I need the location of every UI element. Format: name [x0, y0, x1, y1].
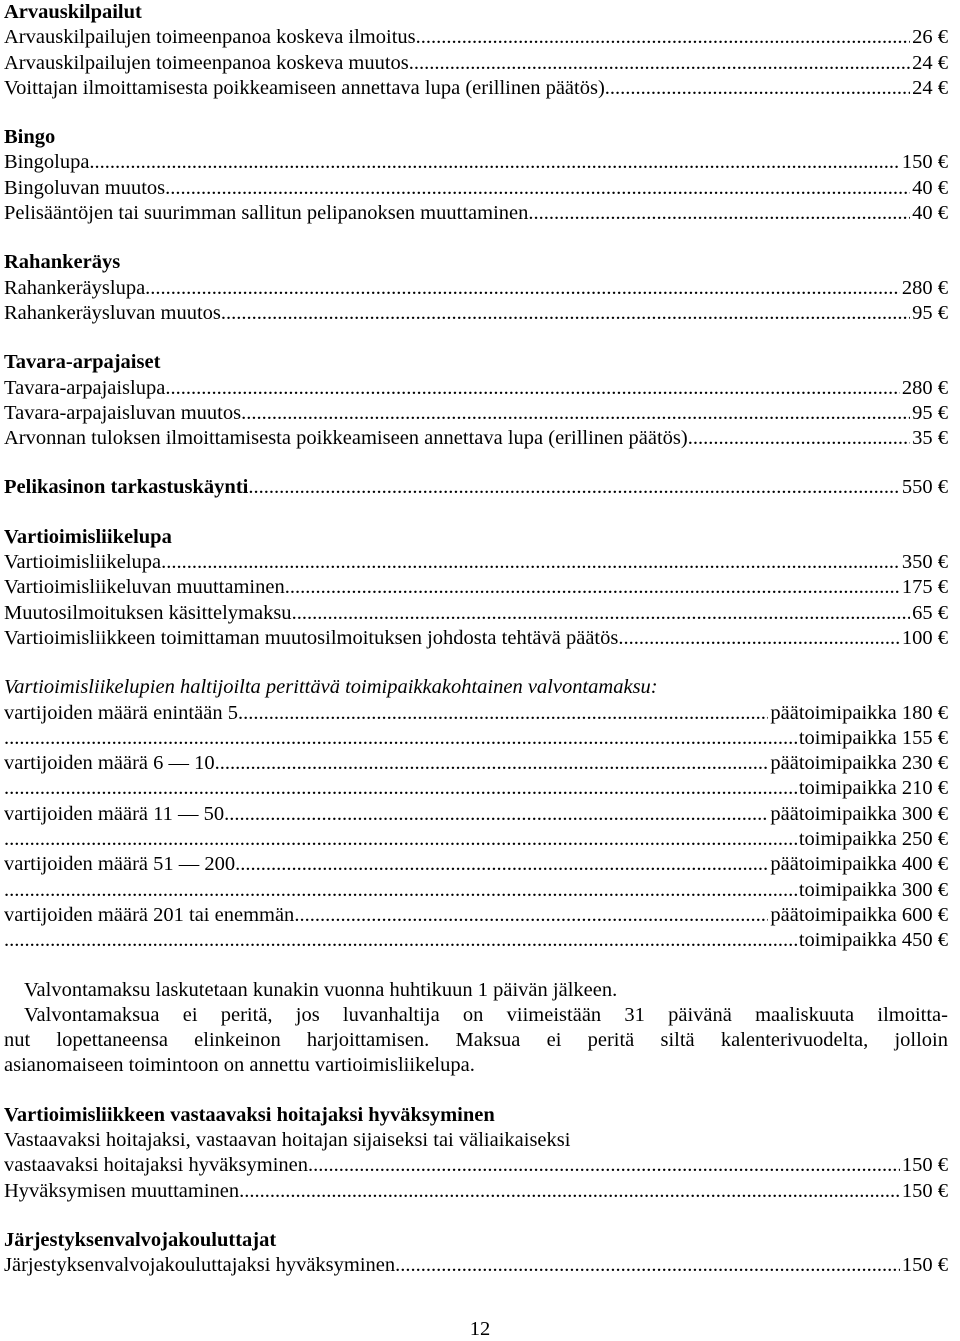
fee-row — [4, 1253, 948, 1278]
paragraph-text: Valvontamaksu laskutetaan kunakin vuonna huhtikuun 1 päivän jälkeen. — [24, 978, 618, 1001]
leader-dots — [248, 475, 900, 500]
fee-row — [4, 276, 948, 301]
fee-row — [4, 76, 948, 101]
fee-row — [4, 852, 948, 877]
fee-value: päätoimipaikka 600 € — [770, 903, 948, 926]
spacer — [4, 226, 948, 250]
fee-label: vartijoiden määrä 11 — 50 — [4, 802, 225, 825]
fee-row — [4, 701, 948, 726]
fee-row — [4, 401, 948, 426]
fee-row — [4, 1153, 948, 1178]
fee-value: toimipaikka 300 € — [798, 878, 948, 901]
fee-value: 350 € — [901, 551, 948, 574]
fee-label: vartijoiden määrä 51 — 200 — [4, 853, 236, 876]
fee-row — [4, 1179, 948, 1204]
fee-value: päätoimipaikka 180 € — [770, 701, 948, 724]
leader-dots — [308, 1153, 900, 1178]
fee-value: 175 € — [901, 576, 948, 599]
leader-dots — [4, 928, 797, 953]
fee-value: 150 € — [901, 151, 948, 174]
leader-dots — [4, 878, 797, 903]
fee-row — [4, 726, 948, 751]
paragraph-laskutus — [4, 978, 948, 1003]
leader-dots — [285, 575, 900, 600]
valvontamaksu-heading: Vartioimisliikelupien haltijoilta perittävä toimipaikkakohtainen valvontamaksu: — [4, 676, 658, 699]
fee-label: Rahankeräyslupa — [4, 276, 146, 299]
fee-label: Arvauskilpailujen toimeenpanoa koskeva ilmoitus — [4, 26, 416, 49]
leader-dots — [221, 301, 910, 326]
paragraph-text: Valvontamaksua ei peritä, jos luvanhaltija on viimeistään 31 päivänä maaliskuuta ilmoitta- — [24, 1003, 948, 1026]
fee-row-pelikasino — [4, 475, 948, 500]
fee-label: Pelisääntöjen tai suurimman sallitun pelipanoksen muuttaminen — [4, 202, 529, 225]
fee-value: päätoimipaikka 300 € — [770, 802, 948, 825]
paragraph-ei-perita-line1 — [4, 1003, 948, 1028]
leader-dots — [618, 626, 900, 651]
fee-row — [4, 150, 948, 175]
fee-value: 26 € — [912, 26, 948, 49]
fee-label: vartijoiden määrä 6 — 10 — [4, 752, 215, 775]
paragraph-ei-perita-line2: nut lopettaneensa elinkeinon harjoittamisen. Maksua ei peritä siltä kalenterivuodelta, jolloin — [4, 1029, 948, 1052]
fee-value: 280 € — [901, 376, 948, 399]
fee-label: Bingoluvan muutos — [4, 176, 166, 199]
fee-label: Järjestyksenvalvojakouluttajaksi hyväksyminen — [4, 1254, 396, 1277]
fee-label: Arvauskilpailujen toimeenpanoa koskeva muutos — [4, 51, 409, 74]
section-heading-arvauskilpailut: Arvauskilpailut — [4, 1, 142, 23]
fee-value: 95 € — [912, 301, 948, 324]
fee-value: 40 € — [912, 176, 948, 199]
fee-value: 24 € — [912, 51, 948, 74]
fee-value: toimipaikka 210 € — [798, 777, 948, 800]
fee-row — [4, 626, 948, 651]
leader-dots — [4, 776, 797, 801]
fee-value: 150 € — [901, 1254, 948, 1277]
spacer — [4, 451, 948, 475]
fee-value: 24 € — [912, 76, 948, 99]
section-heading-vastaava-hoitaja: Vartioimisliikkeen vastaavaksi hoitajaksi hyväksyminen — [4, 1103, 495, 1126]
fee-row — [4, 550, 948, 575]
section-heading-vartioimisliikelupa: Vartioimisliikelupa — [4, 525, 172, 548]
vastaava-intro: Vastaavaksi hoitajaksi, vastaavan hoitajan sijaiseksi tai väliaikaiseksi — [4, 1128, 571, 1151]
fee-label: Pelikasinon tarkastuskäynti — [4, 476, 249, 499]
fee-row — [4, 776, 948, 801]
leader-dots — [4, 726, 797, 751]
fee-value: päätoimipaikka 230 € — [770, 752, 948, 775]
fee-label: Bingolupa — [4, 151, 90, 174]
fee-value: 280 € — [901, 276, 948, 299]
fee-value: toimipaikka 450 € — [798, 929, 948, 952]
fee-value: 100 € — [901, 626, 948, 649]
fee-row — [4, 827, 948, 852]
fee-row — [4, 751, 948, 776]
paragraph-ei-perita-line3: asianomaiseen toimintoon on annettu vartioimisliikelupa. — [4, 1054, 475, 1077]
leader-dots — [161, 550, 900, 575]
leader-dots — [409, 51, 910, 76]
leader-dots — [241, 401, 910, 426]
spacer — [4, 101, 948, 125]
fee-label: Voittajan ilmoittamisesta poikkeamiseen annettava lupa (erillinen päätös) — [4, 76, 605, 99]
fee-value: 150 € — [901, 1154, 948, 1177]
fee-label: Tavara-arpajaisluvan muutos — [4, 401, 242, 424]
fee-label: vartijoiden määrä enintään 5 — [4, 701, 238, 724]
fee-row — [4, 601, 948, 626]
fee-row — [4, 928, 948, 953]
fee-row — [4, 25, 948, 50]
document-page — [4, 0, 948, 1278]
fee-label: Vartioimisliikelupa — [4, 551, 162, 574]
leader-dots — [89, 150, 899, 175]
section-heading-rahankerays: Rahankeräys — [4, 251, 121, 274]
spacer — [4, 501, 948, 525]
fee-row — [4, 201, 948, 226]
leader-dots — [224, 802, 768, 827]
leader-dots — [4, 827, 797, 852]
fee-label: Arvonnan tuloksen ilmoittamisesta poikkeamiseen annettava lupa (erillinen päätös) — [4, 427, 688, 450]
fee-row — [4, 903, 948, 928]
leader-dots — [605, 76, 910, 101]
fee-row — [4, 575, 948, 600]
fee-label: Muutosilmoituksen käsittelymaksu — [4, 601, 292, 624]
fee-row — [4, 176, 948, 201]
spacer — [4, 326, 948, 350]
fee-row — [4, 301, 948, 326]
fee-label: vartijoiden määrä 201 tai enemmän — [4, 903, 295, 926]
spacer — [4, 1204, 948, 1228]
fee-value: 65 € — [912, 601, 948, 624]
leader-dots — [416, 25, 911, 50]
fee-label: Tavara-arpajaislupa — [4, 376, 166, 399]
spacer — [4, 651, 948, 675]
leader-dots — [688, 426, 910, 451]
leader-dots — [165, 376, 900, 401]
fee-label: Vartioimisliikkeen toimittaman muutosilmoituksen johdosta tehtävä päätös — [4, 626, 619, 649]
leader-dots — [235, 852, 768, 877]
fee-value: 150 € — [901, 1179, 948, 1202]
leader-dots — [395, 1253, 900, 1278]
spacer — [4, 1079, 948, 1103]
fee-value: toimipaikka 155 € — [798, 726, 948, 749]
leader-dots — [294, 903, 768, 928]
fee-row — [4, 426, 948, 451]
fee-label: Rahankeräysluvan muutos — [4, 301, 221, 324]
fee-value: 35 € — [912, 427, 948, 450]
section-heading-bingo: Bingo — [4, 126, 56, 149]
leader-dots — [238, 701, 768, 726]
fee-row — [4, 802, 948, 827]
fee-label: vastaavaksi hoitajaksi hyväksyminen — [4, 1154, 309, 1177]
fee-value: toimipaikka 250 € — [798, 828, 948, 851]
section-heading-jarjestyksenvalvojakouluttajat: Järjestyksenvalvojakouluttajat — [4, 1228, 277, 1251]
leader-dots — [215, 751, 769, 776]
leader-dots — [145, 276, 900, 301]
fee-row — [4, 51, 948, 76]
fee-value: 550 € — [901, 476, 948, 499]
fee-value: 95 € — [912, 401, 948, 424]
leader-dots — [292, 601, 911, 626]
leader-dots — [239, 1179, 900, 1204]
leader-dots — [165, 176, 910, 201]
spacer — [4, 954, 948, 978]
section-heading-tavara-arpajaiset: Tavara-arpajaiset — [4, 351, 161, 374]
fee-label: Hyväksymisen muuttaminen — [4, 1179, 240, 1202]
fee-value: päätoimipaikka 400 € — [770, 853, 948, 876]
fee-row — [4, 376, 948, 401]
leader-dots — [528, 201, 910, 226]
fee-value: 40 € — [912, 202, 948, 225]
fee-label: Vartioimisliikeluvan muuttaminen — [4, 576, 285, 599]
fee-row — [4, 878, 948, 903]
page-number: 12 — [469, 1318, 491, 1340]
